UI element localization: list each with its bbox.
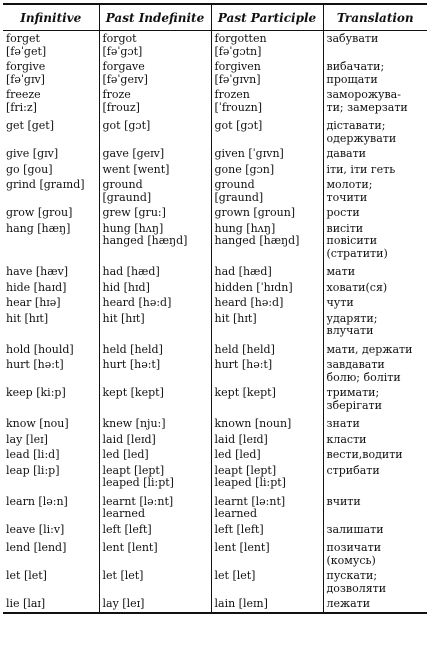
past-indefinite-line: went [went] (102, 162, 170, 176)
translation-line: зберігати (326, 398, 382, 412)
past-participle-line: hanged [hæŋd] (214, 234, 300, 247)
translation-line: болю; боліти (326, 370, 401, 384)
translation-cell (323, 447, 427, 463)
past-participle-cell (211, 463, 323, 491)
translation-line: завдавати (326, 358, 385, 371)
table-row (3, 221, 427, 262)
translation-line: позичати (326, 541, 382, 554)
table-row (3, 31, 427, 60)
translation-cell (323, 295, 427, 311)
infinitive-cell (3, 537, 99, 568)
past-indefinite-line: let [let] (102, 569, 144, 582)
infinitive-line: give [gɪv] (6, 147, 59, 160)
infinitive-cell (3, 31, 99, 60)
translation-line: стрибати (326, 463, 380, 477)
table-row (3, 177, 427, 205)
infinitive-cell (3, 463, 99, 491)
infinitive-cell (3, 115, 99, 146)
infinitive-cell (3, 432, 99, 448)
header-past-indefinite: Past Indefinite (99, 4, 211, 31)
translation-line: влучати (326, 324, 374, 337)
table-row (3, 385, 427, 413)
past-indefinite-line: left [left] (102, 522, 152, 536)
past-indefinite-line: froze (102, 88, 131, 101)
past-indefinite-cell (99, 261, 211, 280)
past-participle-cell (211, 87, 323, 115)
past-indefinite-line: ground (102, 178, 143, 191)
table-row (3, 87, 427, 115)
translation-cell (323, 87, 427, 115)
translation-line: заморожува- (326, 88, 401, 101)
past-indefinite-line: lay [leɪ] (102, 597, 145, 610)
infinitive-line: [fəˈget] (6, 44, 47, 58)
past-participle-line: known [noun] (214, 417, 292, 430)
past-indefinite-cell (99, 115, 211, 146)
past-participle-cell (211, 115, 323, 146)
infinitive-cell (3, 568, 99, 596)
past-indefinite-cell (99, 447, 211, 463)
past-participle-cell (211, 31, 323, 60)
translation-line: пускати; (326, 569, 378, 582)
infinitive-cell (3, 177, 99, 205)
past-participle-cell (211, 221, 323, 262)
infinitive-line: grind [graɪnd] (6, 178, 85, 191)
translation-line: дозволяти (326, 581, 387, 595)
translation-cell (323, 205, 427, 221)
past-indefinite-cell (99, 432, 211, 448)
translation-cell (323, 413, 427, 432)
translation-line: вести,водити (326, 448, 403, 461)
past-participle-line: gone [gɔn] (214, 162, 275, 176)
infinitive-line: lend [lend] (6, 541, 67, 554)
infinitive-cell (3, 295, 99, 311)
translation-line: тримати; (326, 386, 380, 399)
translation-line: мати (326, 265, 356, 278)
infinitive-line: hang [hæŋ] (6, 221, 71, 235)
past-indefinite-line: forgave (102, 60, 145, 73)
past-participle-cell (211, 162, 323, 178)
translation-cell (323, 491, 427, 522)
past-indefinite-line: led [led] (102, 448, 149, 461)
past-participle-line: got [gɔt] (214, 119, 263, 132)
past-participle-cell (211, 261, 323, 280)
infinitive-line: leap [li:p] (6, 463, 60, 477)
translation-line: рости (326, 206, 360, 219)
past-participle-cell (211, 357, 323, 385)
past-indefinite-cell (99, 280, 211, 296)
translation-line: вчити (326, 494, 361, 508)
past-participle-line: grown [groun] (214, 206, 296, 219)
past-indefinite-line: learnt [lə:nt] (102, 494, 174, 508)
past-participle-cell (211, 59, 323, 87)
past-participle-cell (211, 177, 323, 205)
header-translation: Translation (323, 4, 427, 31)
infinitive-line: grow [grou] (6, 206, 73, 219)
infinitive-line: hurt [hə:t] (6, 358, 64, 371)
infinitive-cell (3, 221, 99, 262)
infinitive-line: keep [ki:p] (6, 386, 66, 399)
past-participle-line: kept [kept] (214, 386, 276, 399)
translation-line: висіти (326, 221, 364, 235)
past-participle-cell (211, 205, 323, 221)
past-indefinite-cell (99, 522, 211, 538)
table-row (3, 311, 427, 339)
table-row (3, 596, 427, 613)
translation-cell (323, 31, 427, 60)
past-participle-line: laid [leɪd] (214, 432, 268, 446)
past-indefinite-line: had [hæd] (102, 265, 160, 278)
translation-line: молоти; (326, 178, 373, 191)
past-indefinite-cell (99, 463, 211, 491)
infinitive-line: leave [li:v] (6, 522, 65, 536)
infinitive-cell (3, 522, 99, 538)
past-participle-line: lent [lent] (214, 541, 270, 554)
infinitive-line: forgive (6, 60, 46, 73)
infinitive-cell (3, 339, 99, 358)
past-indefinite-line: hurt [hə:t] (102, 358, 161, 371)
past-indefinite-line: forgot (102, 32, 137, 45)
infinitive-line: let [let] (6, 569, 47, 582)
past-participle-line: led [led] (214, 448, 261, 461)
table-row (3, 280, 427, 296)
past-indefinite-line: leapt [lept] (102, 463, 165, 477)
past-indefinite-cell (99, 31, 211, 60)
infinitive-cell (3, 261, 99, 280)
past-indefinite-cell (99, 491, 211, 522)
infinitive-cell (3, 87, 99, 115)
past-indefinite-line: leaped [li:pt] (102, 476, 174, 489)
past-participle-line: frozen (214, 88, 250, 101)
table-row (3, 568, 427, 596)
past-participle-line: forgotten (214, 32, 267, 45)
translation-cell (323, 261, 427, 280)
translation-cell (323, 177, 427, 205)
translation-cell (323, 596, 427, 613)
past-participle-line: learnt [lə:nt] (214, 494, 286, 508)
translation-cell (323, 339, 427, 358)
translation-line: діставати; (326, 119, 386, 132)
translation-line: ударяти; (326, 311, 378, 325)
table-row (3, 205, 427, 221)
table-row (3, 146, 427, 162)
table-row (3, 59, 427, 87)
past-indefinite-cell (99, 311, 211, 339)
past-participle-line: held [held] (214, 342, 275, 356)
translation-line: мати, держати (326, 342, 413, 356)
past-indefinite-line: heard [hə:d] (102, 296, 172, 309)
past-participle-cell (211, 491, 323, 522)
translation-line: (комусь) (326, 553, 376, 567)
translation-line: класти (326, 432, 367, 446)
past-indefinite-cell (99, 205, 211, 221)
past-indefinite-line: [frouz] (102, 100, 140, 114)
table-body (3, 31, 427, 613)
infinitive-cell (3, 596, 99, 613)
translation-cell (323, 522, 427, 538)
table-row (3, 162, 427, 178)
past-participle-line: leapt [lept] (214, 463, 277, 477)
translation-cell (323, 280, 427, 296)
table-row (3, 357, 427, 385)
past-participle-line: ground (214, 178, 255, 191)
translation-line: лежати (326, 597, 371, 610)
past-indefinite-cell (99, 59, 211, 87)
infinitive-line: hold [hould] (6, 342, 74, 356)
past-participle-cell (211, 339, 323, 358)
past-indefinite-line: kept [kept] (102, 386, 164, 399)
infinitive-line: know [nou] (6, 417, 69, 430)
table-row (3, 115, 427, 146)
past-indefinite-line: learned (102, 507, 145, 520)
infinitive-cell (3, 205, 99, 221)
translation-line: точити (326, 190, 368, 204)
infinitive-line: hit [hɪt] (6, 311, 49, 325)
infinitive-line: lay [leɪ] (6, 432, 48, 446)
translation-line: ти; замерзати (326, 100, 408, 114)
translation-line: ховати(ся) (326, 280, 388, 294)
past-participle-line: heard [hə:d] (214, 296, 284, 309)
past-participle-line: given [ˈgɪvn] (214, 147, 284, 160)
infinitive-line: get [get] (6, 119, 55, 132)
table-row (3, 463, 427, 491)
header-past-participle: Past Participle (211, 4, 323, 31)
past-indefinite-line: held [held] (102, 342, 163, 356)
infinitive-cell (3, 162, 99, 178)
past-participle-line: learned (214, 507, 257, 520)
infinitive-cell (3, 146, 99, 162)
past-indefinite-line: gave [geɪv] (102, 147, 165, 160)
translation-cell (323, 115, 427, 146)
past-indefinite-cell (99, 295, 211, 311)
infinitive-cell (3, 59, 99, 87)
infinitive-cell (3, 357, 99, 385)
past-participle-cell (211, 432, 323, 448)
past-participle-cell (211, 311, 323, 339)
past-indefinite-cell (99, 357, 211, 385)
past-participle-cell (211, 596, 323, 613)
past-indefinite-cell (99, 177, 211, 205)
past-indefinite-cell (99, 339, 211, 358)
past-participle-line: hung [hʌŋ] (214, 221, 276, 235)
past-participle-cell (211, 413, 323, 432)
past-participle-line: forgiven (214, 60, 261, 73)
table-row (3, 537, 427, 568)
table-row (3, 432, 427, 448)
translation-cell (323, 432, 427, 448)
past-participle-cell (211, 146, 323, 162)
past-indefinite-line: [fəˈgɔt] (102, 44, 143, 58)
translation-line: одержувати (326, 131, 397, 145)
past-participle-line: [graund] (214, 190, 264, 204)
infinitive-line: hear [hɪə] (6, 296, 61, 309)
table-row (3, 339, 427, 358)
header-infinitive: Infinitive (3, 4, 99, 31)
infinitive-line: lead [li:d] (6, 448, 60, 461)
infinitive-line: go [gou] (6, 162, 53, 176)
past-participle-line: hurt [hə:t] (214, 358, 273, 371)
translation-line: вибачати; (326, 60, 385, 73)
past-participle-line: hit [hɪt] (214, 311, 257, 325)
past-indefinite-cell (99, 221, 211, 262)
table-row (3, 261, 427, 280)
past-indefinite-line: hanged [hæŋd] (102, 234, 188, 247)
translation-cell (323, 59, 427, 87)
past-indefinite-cell (99, 537, 211, 568)
past-indefinite-line: [fəˈgeɪv] (102, 72, 148, 86)
translation-line: прощати (326, 72, 378, 86)
header-row (3, 4, 427, 31)
table-row (3, 413, 427, 432)
irregular-verbs-table (3, 3, 427, 614)
past-indefinite-line: laid [leɪd] (102, 432, 156, 446)
past-participle-cell (211, 447, 323, 463)
past-participle-line: hidden [ˈhɪdn] (214, 280, 293, 294)
past-indefinite-cell (99, 87, 211, 115)
past-indefinite-line: grew [gru:] (102, 206, 166, 219)
past-participle-cell (211, 280, 323, 296)
infinitive-cell (3, 413, 99, 432)
infinitive-cell (3, 447, 99, 463)
translation-cell (323, 463, 427, 491)
infinitive-cell (3, 280, 99, 296)
past-indefinite-cell (99, 146, 211, 162)
past-indefinite-line: hit [hɪt] (102, 311, 145, 325)
past-participle-line: [fəˈgɔtn] (214, 44, 262, 58)
infinitive-line: learn [lə:n] (6, 494, 68, 508)
infinitive-line: have [hæv] (6, 265, 69, 278)
translation-line: іти, іти геть (326, 162, 396, 176)
translation-line: чути (326, 296, 354, 309)
translation-line: давати (326, 147, 366, 160)
translation-cell (323, 537, 427, 568)
past-participle-cell (211, 537, 323, 568)
translation-line: залишати (326, 522, 384, 536)
translation-cell (323, 146, 427, 162)
past-indefinite-line: knew [nju:] (102, 417, 166, 430)
past-participle-line: lain [leɪn] (214, 597, 268, 610)
past-participle-cell (211, 568, 323, 596)
translation-cell (323, 311, 427, 339)
past-participle-cell (211, 522, 323, 538)
table-row (3, 447, 427, 463)
past-indefinite-cell (99, 568, 211, 596)
translation-line: знати (326, 417, 360, 430)
past-indefinite-cell (99, 413, 211, 432)
infinitive-line: forget (6, 32, 40, 45)
infinitive-line: lie [laɪ] (6, 597, 46, 610)
translation-line: повісити (326, 234, 378, 247)
infinitive-cell (3, 311, 99, 339)
past-participle-cell (211, 385, 323, 413)
translation-line: (стратити) (326, 246, 388, 260)
translation-line: забувати (326, 32, 379, 45)
infinitive-line: hide [haɪd] (6, 280, 67, 294)
translation-cell (323, 221, 427, 262)
translation-cell (323, 162, 427, 178)
past-indefinite-cell (99, 596, 211, 613)
past-participle-line: had [hæd] (214, 265, 272, 278)
past-participle-line: [ˈfrouzn] (214, 100, 263, 114)
past-indefinite-cell (99, 162, 211, 178)
past-indefinite-line: hung [hʌŋ] (102, 221, 164, 235)
translation-cell (323, 357, 427, 385)
table-row (3, 295, 427, 311)
translation-cell (323, 385, 427, 413)
infinitive-cell (3, 491, 99, 522)
translation-cell (323, 568, 427, 596)
infinitive-line: [fəˈgɪv] (6, 72, 45, 86)
past-participle-line: left [left] (214, 522, 264, 536)
past-participle-line: leaped [li:pt] (214, 476, 286, 489)
infinitive-line: [fri:z] (6, 100, 37, 114)
table-row (3, 522, 427, 538)
past-indefinite-cell (99, 385, 211, 413)
infinitive-cell (3, 385, 99, 413)
past-indefinite-line: got [gɔt] (102, 119, 151, 132)
past-participle-line: let [let] (214, 569, 256, 582)
past-indefinite-line: lent [lent] (102, 541, 158, 554)
infinitive-line: freeze (6, 88, 41, 101)
past-indefinite-line: hid [hɪd] (102, 280, 150, 294)
table-row (3, 491, 427, 522)
past-indefinite-line: [graund] (102, 190, 152, 204)
past-participle-cell (211, 295, 323, 311)
past-participle-line: [fəˈgɪvn] (214, 72, 261, 86)
